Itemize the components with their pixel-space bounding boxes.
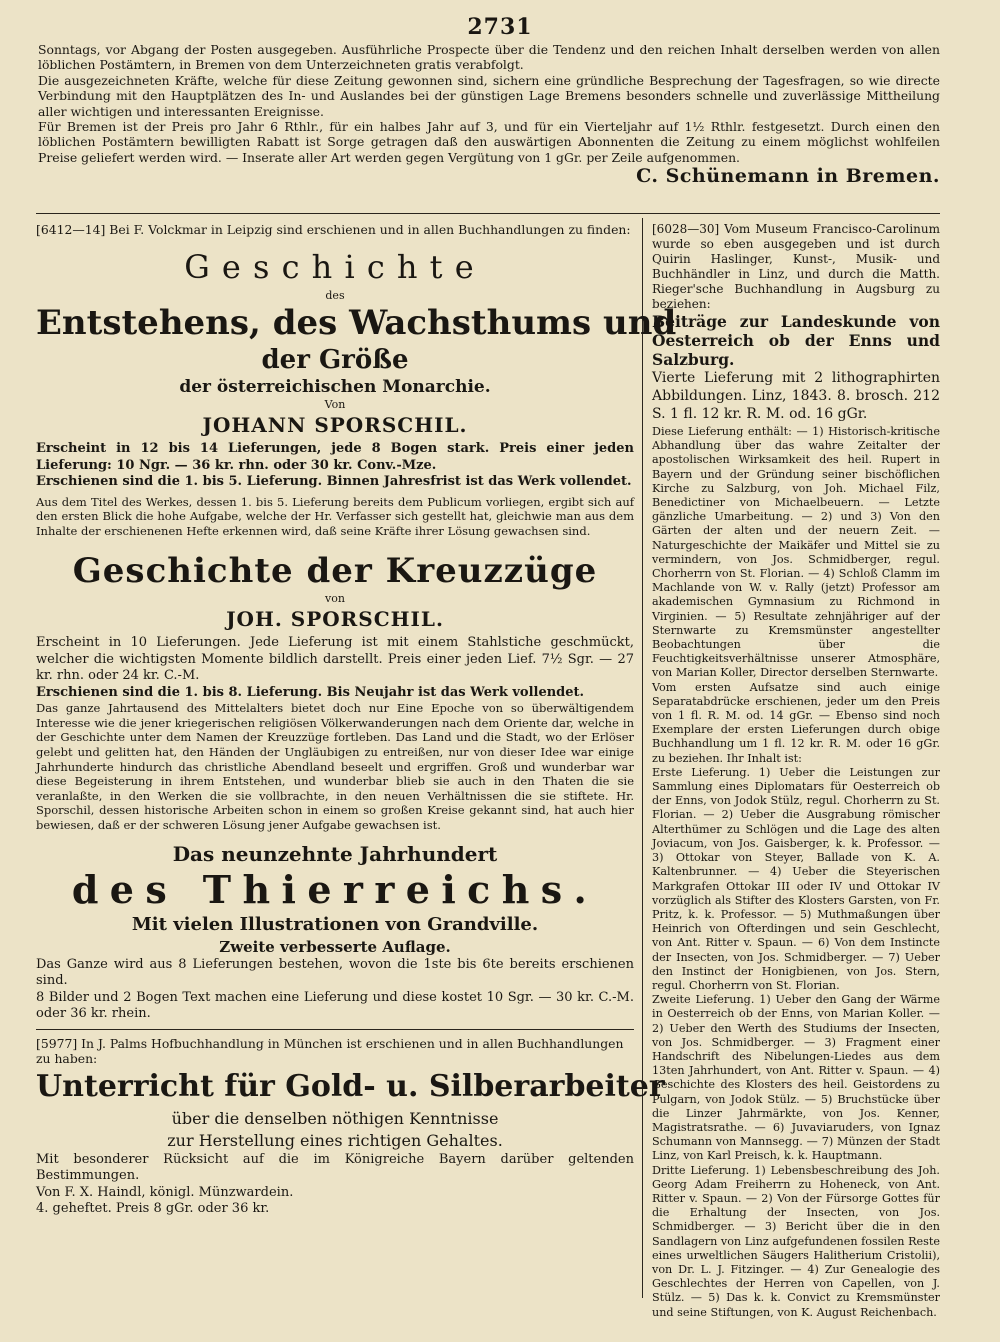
author-connector: Von [324,398,346,411]
ad-title: Beiträge zur Landeskunde von Oesterreich ob der Enns und Salzburg. [652,312,940,369]
ad-info: 8 Bilder und 2 Bogen Text machen eine Lieferung und diese kostet 10 Sgr. — 30 kr. C.-M. oder 36 kr. rhein. [36,989,634,1022]
ad-title: Geschichte [184,248,486,286]
author-name: Von F. X. Haindl, königl. Münzwardein. [36,1184,294,1200]
ad-lieferung: Dritte Lieferung. 1) Lebensbeschreibung des Joh. Georg Adam Freiherrn zu Hoheneck, von Ant. Ritter v. Spaun. — 2) Von der Fürsorge Gottes für die Erhaltung der Insecten, von Jos. Schmidberger. — 3) Bericht über die in den Sandlagern von Linz aufgefundenen fossilen Reste eines urweltlichen Säugers Halitherium Cristolii), von Dr. L. J. Fitzinger. — 4) Zur Genealogie des Geschlechtes der Herren von Capellen, von J. Stülz. — 5) Das k. k. Convict zu Kremsmünster und seine Stiftungen, von K. August Reichenbach. [652,1163,940,1319]
ad-title: der österreichischen Monarchie. [179,377,491,397]
author-connector: von [325,592,345,606]
ad-title: des Thierreichs. [71,866,599,912]
ad-contents: Diese Lieferung enthält: — 1) Historisch-kritische Abhandlung über das wahre Zeitalter der apostolischen Wirksamkeit des heil. Rupert in Bayern und der Gründung seiner bischöflichen Kirche zu Salzburg, von Joh. Michael Filz, Benedictiner von Michaelbeuern. — Letzte gänzliche Umarbeitung. — 2) und 3) Von den Gärten der alten und der neuern Zeit. — Naturgeschichte der Maikäfer und Mittel sie zu vermindern, von Jos. Schmidberger, regul. Chorherrn von St. Florian. — 4) Schloß Clamm im Machlande von W. v. Rally (jetzt) Professor am akademischen Gymnasium zu Richmond in Virginien. — 5) Resultate zehnjähriger auf der Sternwarte zu Kremsmünster angestellter Beobachtungen über die Feuchtigkeitsverhältnisse unserer Atmosphäre, von Marian Koller, Director derselben Sternwarte. [652,425,940,680]
ad-title: der Größe [261,345,409,375]
ad-info: Erschienen sind die 1. bis 8. Lieferung. Bis Neujahr ist das Werk vollendet. [36,684,585,700]
ad-description: Aus dem Titel des Werkes, dessen 1. bis 5. Lieferung bereits dem Publicum vorliegen, ergibt sich auf den ersten Blick die hohe Aufgabe, welche der Hr. Verfasser sich gestellt hat, gleichwie man aus dem Inhalte der erschienenen Hefte erkennen wird, daß seine Kräfte ihrer Lösung gewachsen sind. [36,494,634,538]
ad-lieferung: Zweite Lieferung. 1) Ueber den Gang der Wärme in Oesterreich ob der Enns, von Marian Koller. — 2) Ueber den Werth des Studiums der Insecten, von Jos. Schmidberger. — 3) Fragment einer Handschrift des Nibelungen-Liedes aus dem 13ten Jahrhundert, von Ant. Ritter v. Spaun. — 4) Geschichte des Klosters des heil. Geistordens zu Pulgarn, von Jodok Stülz. — 5) Bruchstücke über die Linzer Jahrmärkte, von Jos. Kenner, Magistratsrathe. — 6) Juvaviaruders, von Ignaz Schumann von Mannsegg. — 7) Münzen der Stadt Linz, von Karl Preisch, k. k. Hauptmann. [652,993,940,1163]
ad-separate: Vom ersten Aufsatze sind auch einige Separatabdrücke erschienen, jeder um den Preis von 1 fl. R. M. od. 14 gGr. — Ebenso sind noch Exemplare der ersten Lieferungen durch obige Buchhandlung um 1 fl. 12 kr. R. M. oder 16 gGr. zu beziehen. Ihr Inhalt ist: [652,680,940,765]
ad-info: Erschienen sind die 1. bis 5. Lieferung. Binnen Jahresfrist ist das Werk vollendet. [36,474,632,489]
ad-title-connector: des [325,289,345,302]
ad-intro: [5977] In J. Palms Hofbuchhandlung in München ist erschienen und in allen Buchhandlungen zu haben: [36,1035,624,1066]
ad-lieferung: Erste Lieferung. 1) Ueber die Leistungen zur Sammlung eines Diplomatars für Oesterreich ob der Enns, von Jodok Stülz, regul. Chorherrn zu St. Florian. — 2) Ueber die Ausgrabung römischer Alterthümer zu Schlögen und die Lage des alten Joviacum, von Jos. Gaisberger, k. k. Professor. — 3) Ottokar von Steyer, Ballade von K. A. Kaltenbrunner. — 4) Ueber die Steyerischen Markgrafen Ottokar III oder IV und Ottokar IV vorzüglich als Stifter des Klosters Garsten, von Fr. Pritz, k. k. Professor. — 5) Muthmaßungen über Heinrich von Ofterdingen und sein Geschlecht, von Ant. Ritter v. Spaun. — 6) Von dem Instincte der Insecten, von Jos. Schmidberger. — 7) Ueber den Instinct der Honigbienen, von Jos. Stern, regul. Chorherrn von St. Florian. [652,765,940,992]
ad-edition: Zweite verbesserte Auflage. [219,937,451,956]
ad-title: Unterricht für Gold- u. Silberarbeiter [36,1068,665,1104]
ad-description: Das ganze Jahrtausend des Mittelalters bietet doch nur Eine Epoche von so überwältigendem Interesse wie die jener kriegerischen religiösen Völkerwanderungen nach dem Oriente dar, welche in der Geschichte unter dem Namen der Kreuzzüge fortleben. Das Land und die Stadt, wo der Erlöser gelebt und gelitten hat, den Händen der Ungläubigen zu entreißen, nur von dieser Idee war einige Jahrhunderte hindurch das christliche Abendland beseelt und ergriffen. Groß und wunderbar war diese Begeisterung in ihrem Entstehen, und wunderbar blieb sie auch in den Thaten die sie veranlaßte, in den Werken die sie vollbrachte, in den neuen Verhältnissen die sie stiftete. Hr. Sporschil, dessen historische Arbeiten schon in einem so großen Kreise gekannt sind, hat auch hier bewiesen, daß er der schweren Lösung jener Aufgabe gewachsen ist. [36,701,634,833]
page-number: 2731 [467,14,533,40]
ad-intro: [6412—14] Bei F. Volckmar in Leipzig sind erschienen und in allen Buchhandlungen zu finden: [36,222,631,237]
ad-subtitle: Mit vielen Illustrationen von Grandville. [131,913,539,935]
column-divider [642,218,643,1298]
author-name: JOHANN SPORSCHIL. [202,413,468,437]
ad-title: Das neunzehnte Jahrhundert [172,841,498,866]
notice-paragraph: Für Bremen ist der Preis pro Jahr 6 Rthlr., für ein halbes Jahr auf 3, und für ein Vierteljahr auf 1½ Rthlr. festgesetzt. Durch einen den löblichen Postämtern bewilligten Rabatt ist Sorge getragen daß den auswärtigen Abonnenten die Zeitung zu einem möglichst wohlfeilen Preise geliefert werden wird. — Inserate aller Art werden gegen Vergütung von 1 gGr. per Zeile aufgenommen. [38,119,940,165]
ad-title: Geschichte der Kreuzzüge [72,551,598,592]
top-notice [38,42,940,188]
ad-info: Das Ganze wird aus 8 Lieferungen bestehen, wovon die 1ste bis 6te bereits erschienen sind. [36,956,634,989]
ad-subtitle: Vierte Lieferung mit 2 lithographirten Abbildungen. Linz, 1843. 8. brosch. 212 S. 1 fl. 12 kr. R. M. od. 16 gGr. [652,370,940,422]
ad-info: Erscheint in 12 bis 14 Lieferungen, jede 8 Bogen stark. Preis einer jeden Lieferung: 10 Ngr. — 36 kr. rhn. oder 30 kr. Conv.-Mze. [36,441,634,473]
divider [36,1029,634,1030]
author-name: JOH. SPORSCHIL. [226,607,444,632]
right-column [652,222,940,1320]
divider [36,213,940,214]
notice-paragraph: Die ausgezeichneten Kräfte, welche für diese Zeitung gewonnen sind, sichern eine gründliche Besprechung der Tagesfragen, so wie directe Verbindung mit den Hauptplätzen des In- und Auslandes bei der günstigen Lage Bremens besonders schnelle und zuverlässige Mittheilung aller wichtigen und interessanten Ereignisse. [38,72,940,119]
ad-subtitle: Mit besonderer Rücksicht auf die im Königreiche Bayern darüber geltenden Bestimmungen. [36,1151,634,1184]
ad-intro: [6028—30] Vom Museum Francisco-Carolinum wurde so eben ausgegeben und ist durch Quirin Haslinger, Kunst-, Musik- und Buchhändler in Linz, und durch die Matth. Rieger'sche Buchhandlung in Augsburg zu beziehen: [652,222,940,311]
ad-price: 4. geheftet. Preis 8 gGr. oder 36 kr. [36,1201,270,1217]
ad-subtitle: über die denselben nöthigen Kenntnisse [171,1108,499,1128]
notice-paragraph: Sonntags, vor Abgang der Posten ausgegeben. Ausführliche Prospecte über die Tendenz und den reichen Inhalt derselben werden von allen löblichen Postämtern, in Bremen von dem Unterzeichneten gratis verabfolgt. [38,42,940,73]
signature: C. Schünemann in Bremen. [636,165,940,188]
ad-title: Entstehens, des Wachsthums und [36,303,677,343]
ad-subtitle: zur Herstellung eines richtigen Gehaltes. [167,1130,503,1150]
left-column [36,222,677,1218]
ad-info: Erscheint in 10 Lieferungen. Jede Lieferung ist mit einem Stahlstiche geschmückt, welcher die wichtigsten Momente bildlich darstellt. Preis einer jeden Lief. 7½ Sgr. — 27 kr. rhn. oder 24 kr. C.-M. [36,635,634,684]
